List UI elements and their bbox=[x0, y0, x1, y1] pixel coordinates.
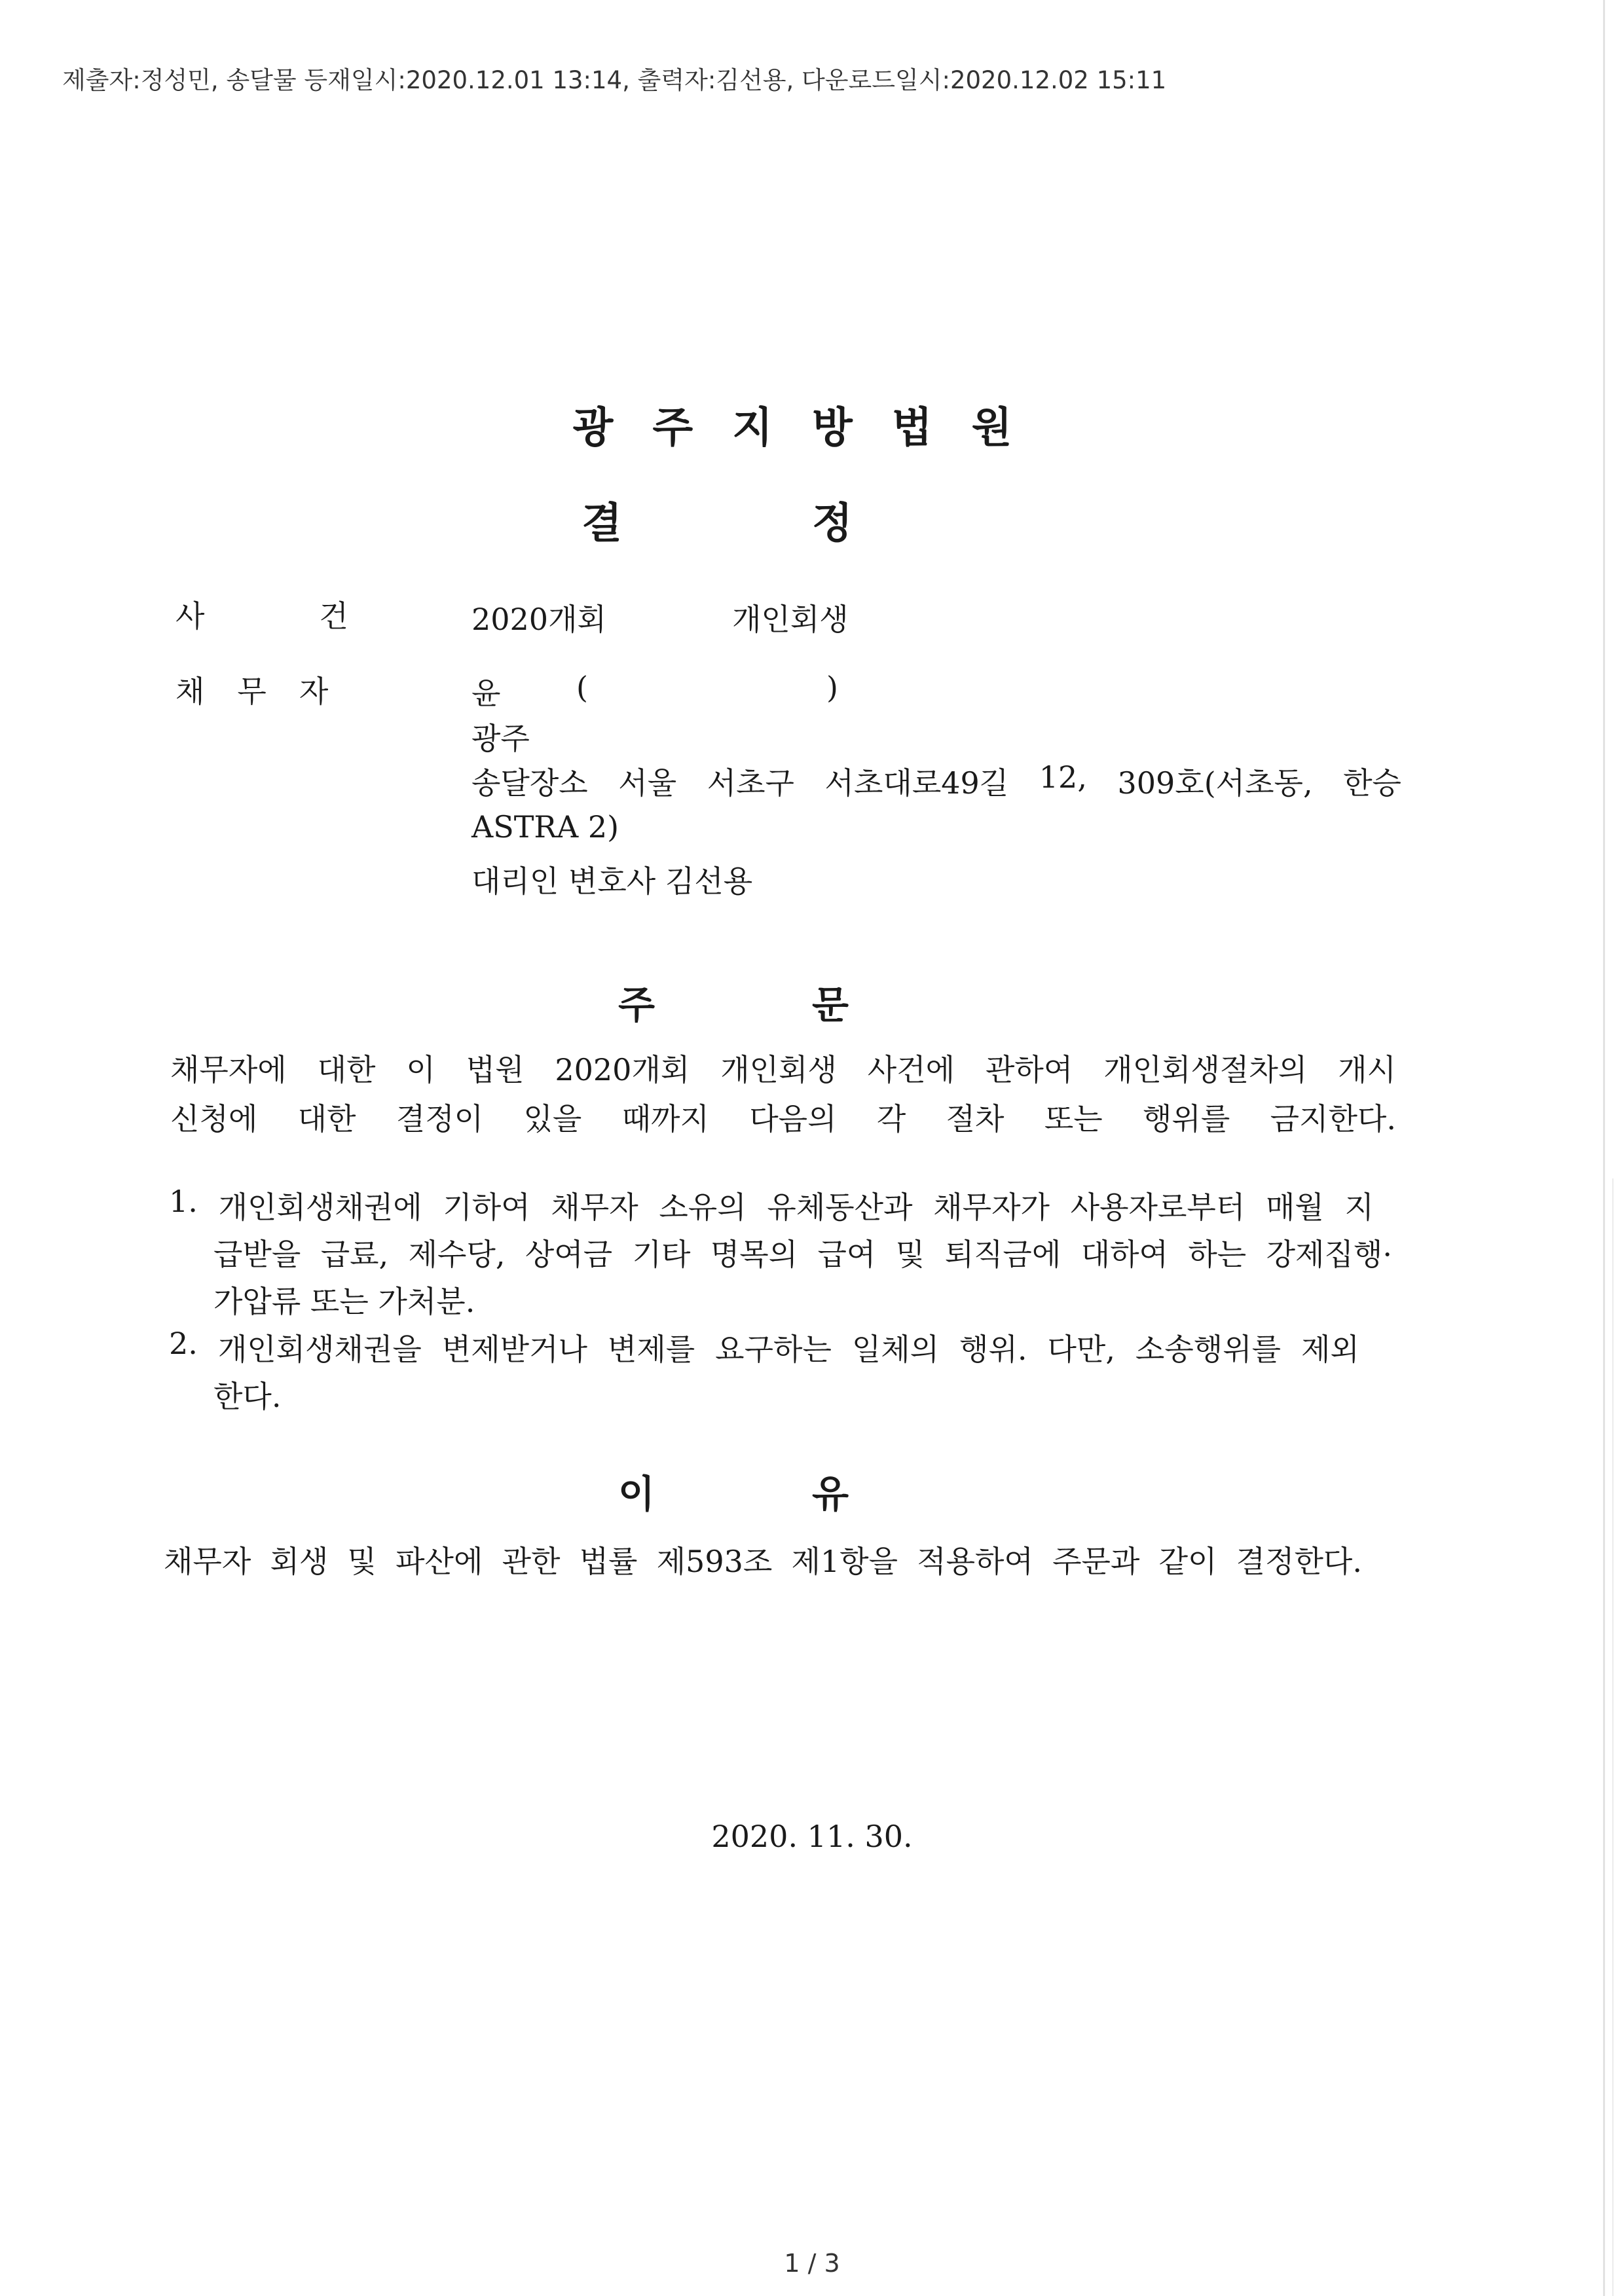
word: 2. bbox=[169, 1326, 198, 1361]
word: 같이 bbox=[1158, 1544, 1217, 1579]
court-name: 광주지방법원 bbox=[572, 404, 1052, 452]
word: 적용하여 bbox=[917, 1544, 1033, 1579]
word: 변제받거나 bbox=[441, 1332, 587, 1367]
word: 사건에 bbox=[867, 1052, 955, 1087]
service-address bbox=[471, 759, 1401, 803]
word: 요구하는 bbox=[715, 1332, 832, 1367]
decision-date: 2020. 11. 30. bbox=[711, 1819, 913, 1854]
case-label: 사건 bbox=[175, 598, 463, 634]
service-address-continuation: ASTRA 2) bbox=[471, 809, 619, 845]
word: 서초대로49길 bbox=[824, 765, 1009, 801]
agent-attorney: 대리인 변호사 김선용 bbox=[471, 864, 753, 899]
submission-header: 제출자:정성민, 송달물 등재일시:2020.12.01 13:14, 출력자:김선용, 다운로드일시:2020.12.02 15:11 bbox=[62, 66, 1167, 94]
reason-text bbox=[164, 1538, 1362, 1581]
word: 때까지 bbox=[621, 1101, 709, 1137]
word: 급여 bbox=[817, 1237, 876, 1272]
word: 개인회생채권에 bbox=[218, 1190, 422, 1225]
word: 다만, bbox=[1047, 1332, 1115, 1367]
order-section-title: 주문 bbox=[618, 983, 1006, 1027]
reason-section-title: 이유 bbox=[618, 1472, 1006, 1516]
word: 대하여 bbox=[1080, 1237, 1168, 1272]
word: 대한 bbox=[297, 1101, 356, 1137]
word: 명목의 bbox=[710, 1237, 798, 1272]
word: 유체동산과 bbox=[767, 1190, 913, 1225]
word: 신청에 bbox=[170, 1101, 258, 1137]
word: 다음의 bbox=[749, 1101, 837, 1137]
word: 한승 bbox=[1343, 765, 1401, 801]
word: 행위. bbox=[959, 1332, 1027, 1367]
word: 급료, bbox=[320, 1237, 389, 1272]
word: 변제를 bbox=[607, 1332, 695, 1367]
word: 서초구 bbox=[707, 765, 794, 801]
word: 소송행위를 bbox=[1135, 1332, 1282, 1367]
order-item-1-line-2 bbox=[213, 1231, 1392, 1274]
word: 서울 bbox=[618, 765, 677, 801]
document-title: 결정 bbox=[581, 500, 1043, 548]
word: 관한 bbox=[502, 1544, 561, 1579]
word: 제593조 bbox=[656, 1544, 773, 1579]
order-intro-line-1 bbox=[170, 1046, 1396, 1089]
word: 또는 bbox=[1044, 1101, 1103, 1137]
word: 기타 bbox=[632, 1237, 691, 1272]
word: 사용자로부터 bbox=[1070, 1190, 1246, 1225]
scan-edge-line-secondary bbox=[1612, 1178, 1614, 2296]
word: 송달장소 bbox=[471, 765, 588, 801]
word: 소유의 bbox=[659, 1190, 747, 1225]
word: 하는 bbox=[1188, 1237, 1247, 1272]
word: 상여금 bbox=[525, 1237, 613, 1272]
word: 개인회생채권을 bbox=[217, 1332, 422, 1367]
order-item-2-line-2: 한다. bbox=[213, 1379, 282, 1414]
word: 제수당, bbox=[408, 1237, 506, 1272]
order-item-2-line-1 bbox=[169, 1326, 1359, 1369]
word: 채무자에 bbox=[170, 1052, 287, 1087]
debtor-name: 윤 bbox=[471, 676, 501, 711]
page-number: 1 / 3 bbox=[784, 2249, 840, 2278]
word: 대한 bbox=[317, 1052, 376, 1087]
debtor-address: 광주 bbox=[471, 721, 530, 756]
order-item-1-line-1 bbox=[169, 1184, 1374, 1227]
word: 개인회생 bbox=[720, 1052, 837, 1087]
order-intro-line-2 bbox=[170, 1095, 1396, 1139]
scan-edge-line bbox=[1603, 0, 1605, 2296]
word: 법률 bbox=[579, 1544, 638, 1579]
order-item-1-line-3: 가압류 또는 가처분. bbox=[213, 1284, 475, 1319]
word: 채무자 bbox=[164, 1544, 251, 1579]
word: 지 bbox=[1344, 1190, 1374, 1225]
word: 1. bbox=[169, 1184, 198, 1219]
debtor-label: 채무자 bbox=[175, 674, 361, 709]
word: 법원 bbox=[466, 1052, 525, 1087]
word: 행위를 bbox=[1143, 1101, 1230, 1137]
case-type: 개인회생 bbox=[732, 602, 849, 637]
word: 관하여 bbox=[985, 1052, 1073, 1087]
word: 개인회생절차의 bbox=[1103, 1052, 1308, 1087]
word: 강제집행· bbox=[1266, 1237, 1392, 1272]
word: 채무자 bbox=[551, 1190, 638, 1225]
debtor-paren-open: ( bbox=[576, 670, 588, 705]
word: 및 bbox=[895, 1237, 925, 1272]
word: 2020개회 bbox=[555, 1052, 690, 1087]
word: 파산에 bbox=[396, 1544, 483, 1579]
word: 및 bbox=[347, 1544, 377, 1579]
case-number: 2020개회 bbox=[471, 602, 606, 637]
word: 개시 bbox=[1338, 1052, 1396, 1087]
word: 결정한다. bbox=[1236, 1544, 1362, 1579]
word: 있을 bbox=[523, 1101, 582, 1137]
word: 급받을 bbox=[213, 1237, 301, 1272]
word: 절차 bbox=[946, 1101, 1005, 1137]
word: 일체의 bbox=[851, 1332, 940, 1367]
word: 결정이 bbox=[396, 1101, 484, 1137]
word: 제1항을 bbox=[791, 1544, 898, 1579]
word: 이 bbox=[406, 1052, 435, 1087]
word: 주문과 bbox=[1052, 1544, 1140, 1579]
word: 매월 bbox=[1265, 1190, 1324, 1225]
word: 309호(서초동, bbox=[1117, 765, 1313, 801]
word: 채무자가 bbox=[933, 1190, 1050, 1225]
word: 기하여 bbox=[443, 1190, 530, 1225]
word: 각 bbox=[876, 1101, 906, 1137]
debtor-paren-close: ) bbox=[826, 670, 838, 705]
word: 제외 bbox=[1301, 1332, 1359, 1367]
word: 퇴직금에 bbox=[944, 1237, 1061, 1272]
word: 12, bbox=[1039, 759, 1087, 795]
word: 회생 bbox=[270, 1544, 329, 1579]
word: 금지한다. bbox=[1270, 1101, 1396, 1137]
